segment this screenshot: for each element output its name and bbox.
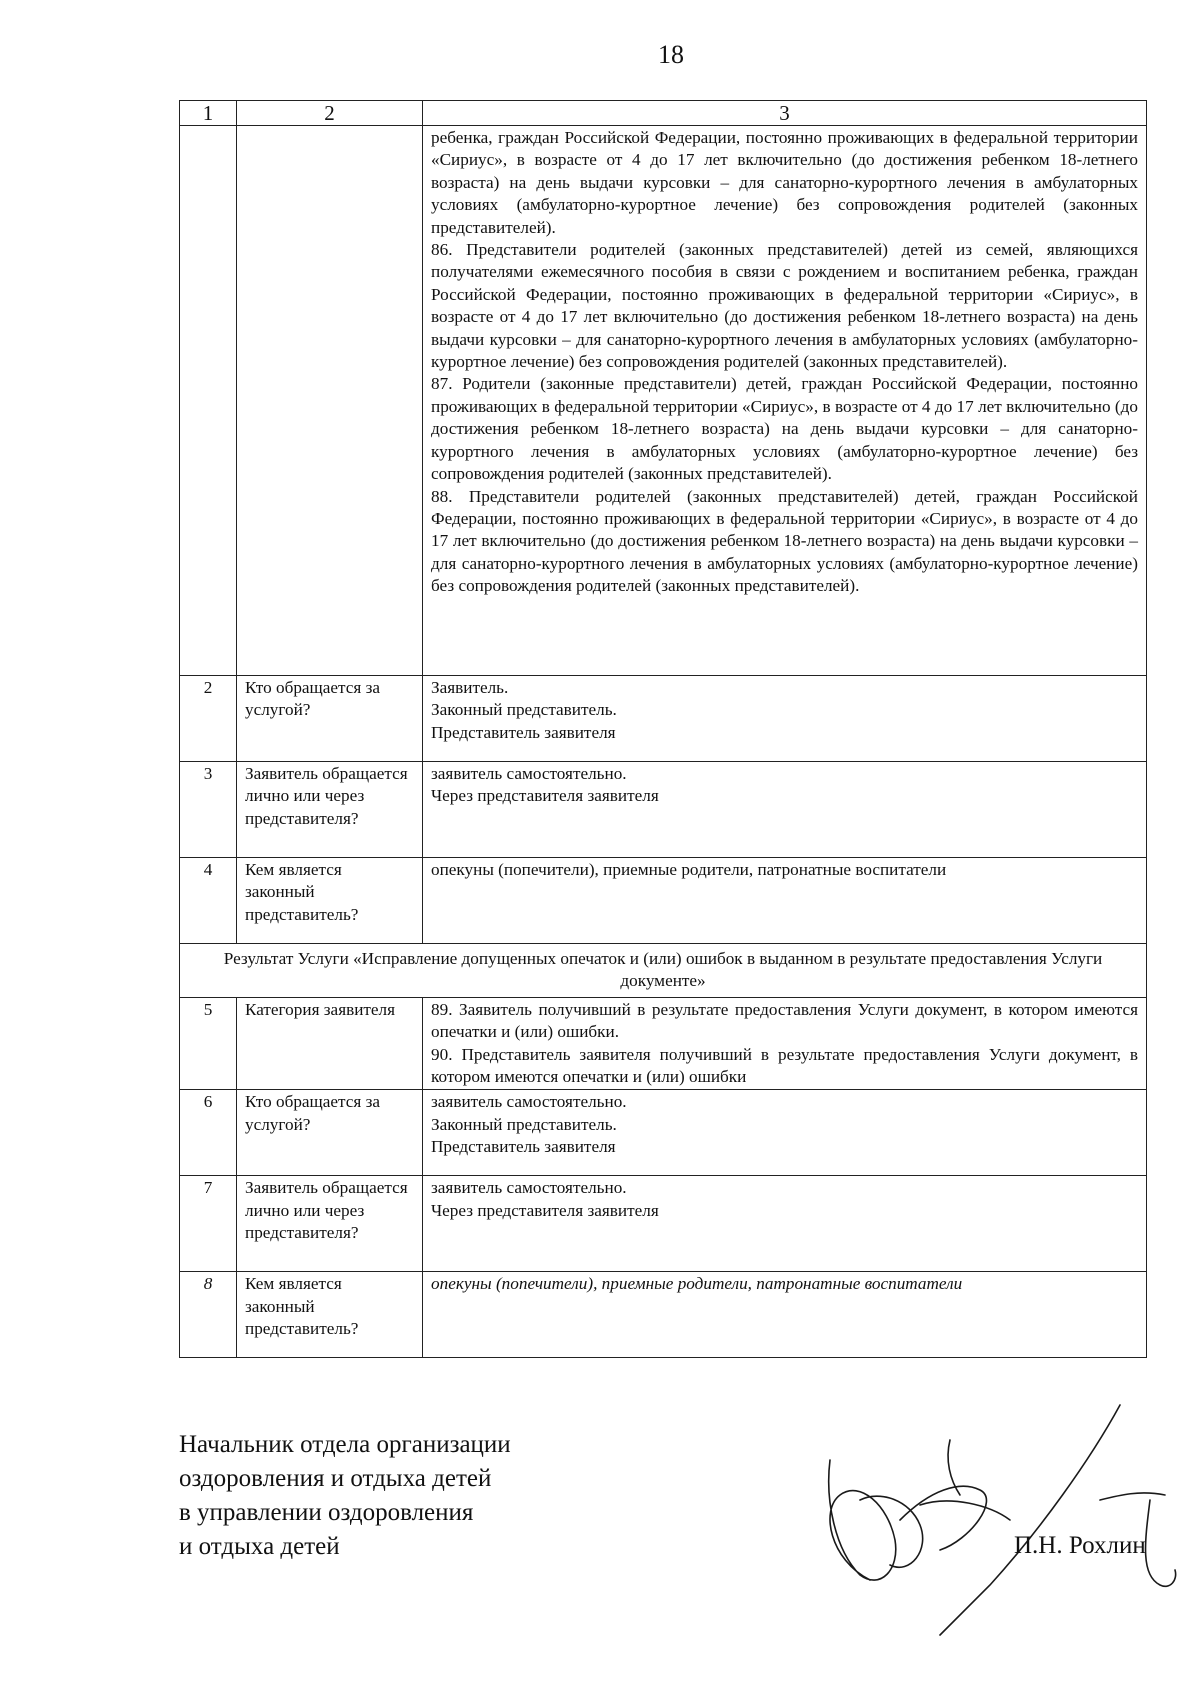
- row-number: 4: [180, 858, 237, 944]
- page-number: 18: [658, 40, 684, 69]
- services-table: [179, 100, 1147, 1358]
- table-row: [180, 1272, 1147, 1358]
- row-number-cell: [180, 126, 237, 676]
- signer-name: П.Н. Рохлин: [1014, 1532, 1146, 1559]
- table-row: [180, 997, 1147, 1090]
- row-number: 8: [180, 1272, 237, 1358]
- row-question: Кем является законный представитель?: [237, 1272, 423, 1358]
- row-answer: [423, 1176, 1147, 1272]
- answer-cell: [423, 126, 1147, 676]
- question-cell: [237, 126, 423, 676]
- row-question: Категория заявителя: [237, 997, 423, 1090]
- table-row: [180, 1176, 1147, 1272]
- position-line-3: в управлении оздоровления: [179, 1499, 474, 1526]
- position-line-4: и отдыха детей: [179, 1533, 340, 1560]
- paragraph-86: 86. Представители родителей (законных представителей) детей из семей, являющихся получателями ежемесячного пособия в связи с рождением и воспитанием ребенка, граждан Российской Федерации, постоянно проживающих в федеральной территории «Сириус», в возрасте от 4 до 17 лет включительно (до достижения ребенком 18-летнего возраста) на день выдачи курсовки – для санаторно-курортного лечения в амбулаторных условиях (амбулаторно-курортное лечение) без сопровождения родителей (законных представителей).: [431, 240, 1138, 372]
- row-number: 3: [180, 762, 237, 858]
- row-answer: [423, 762, 1147, 858]
- header-col-3: 3: [423, 101, 1147, 126]
- header-col-2: 2: [237, 101, 423, 126]
- row-question: Кто обращается за услугой?: [237, 676, 423, 762]
- row-question: Заявитель обращается лично или через представителя?: [237, 1176, 423, 1272]
- answer-paragraph-90: 90. Представитель заявителя получивший в результате предоставления Услуги документ, в котором имеются опечатки и (или) ошибки: [431, 1044, 1138, 1087]
- table-row-continuation: [180, 126, 1147, 676]
- section-header-row: [180, 944, 1147, 998]
- row-answer: опекуны (попечители), приемные родители, патронатные воспитатели: [423, 1272, 1147, 1358]
- row-answer: [423, 676, 1147, 762]
- row-question: Заявитель обращается лично или через представителя?: [237, 762, 423, 858]
- answer-line: заявитель самостоятельно.: [431, 764, 627, 783]
- answer-line: Законный представитель.: [431, 1114, 617, 1134]
- table-row: [180, 1090, 1147, 1176]
- row-number: 7: [180, 1176, 237, 1272]
- table-header-row: [180, 101, 1147, 126]
- answer-line: Через представителя заявителя: [431, 786, 659, 806]
- paragraph-intro: ребенка, граждан Российской Федерации, постоянно проживающих в федеральной территории «Сириус», в возрасте от 4 до 17 лет включительно (до достижения ребенком 18-летнего возраста) на день выдачи курсовки – для санаторно-курортного лечения в амбулаторных условиях (амбулаторно-курортное лечение) без сопровождения родителей (законных представителей).: [431, 128, 1138, 237]
- table-row: [180, 676, 1147, 762]
- position-line-2: оздоровления и отдыха детей: [179, 1465, 492, 1492]
- answer-line: Заявитель.: [431, 678, 509, 697]
- row-number: 5: [180, 997, 237, 1090]
- row-question: Кем является законный представитель?: [237, 858, 423, 944]
- table-row: [180, 858, 1147, 944]
- row-number: 6: [180, 1090, 237, 1176]
- handwritten-signature-icon: [800, 1400, 1180, 1640]
- answer-line: Представитель заявителя: [431, 722, 616, 742]
- position-line-1: Начальник отдела организации: [179, 1431, 511, 1458]
- table-row: [180, 762, 1147, 858]
- section-title: Результат Услуги «Исправление допущенных опечаток и (или) ошибок в выданном в результате предоставления Услуги документе»: [180, 944, 1147, 998]
- paragraph-88: 88. Представители родителей (законных представителей) детей, граждан Российской Федерации, постоянно проживающих в федеральной территории «Сириус», в возрасте от 4 до 17 лет включительно (до достижения ребенком 18-летнего возраста) на день выдачи курсовки – для санаторно-курортного лечения в амбулаторных условиях (амбулаторно-курортное лечение) без сопровождения родителей (законных представителей).: [431, 486, 1138, 596]
- row-answer: опекуны (попечители), приемные родители, патронатные воспитатели: [423, 858, 1147, 944]
- answer-line: заявитель самостоятельно.: [431, 1092, 627, 1112]
- row-question: Кто обращается за услугой?: [237, 1090, 423, 1176]
- header-col-1: 1: [180, 101, 237, 126]
- answer-line: заявитель самостоятельно.: [431, 1178, 627, 1198]
- signature-title-block: [179, 1428, 511, 1564]
- row-answer: [423, 1090, 1147, 1176]
- row-number: 2: [180, 676, 237, 762]
- row-answer: [423, 997, 1147, 1090]
- paragraph-87: 87. Родители (законные представители) детей, граждан Российской Федерации, постоянно проживающих в федеральной территории «Сириус», в возрасте от 4 до 17 лет включительно (до достижения ребенком 18-летнего возраста) на день выдачи курсовки – для санаторно-курортного лечения в амбулаторных условиях (амбулаторно-курортное лечение) без сопровождения родителей (законных представителей).: [431, 374, 1138, 484]
- answer-line: Законный представитель.: [431, 700, 617, 720]
- answer-line: Через представителя заявителя: [431, 1200, 659, 1220]
- answer-line: Представитель заявителя: [431, 1137, 616, 1157]
- answer-paragraph-89: 89. Заявитель получивший в результате предоставления Услуги документ, в котором имеются опечатки и (или) ошибки.: [431, 999, 1138, 1042]
